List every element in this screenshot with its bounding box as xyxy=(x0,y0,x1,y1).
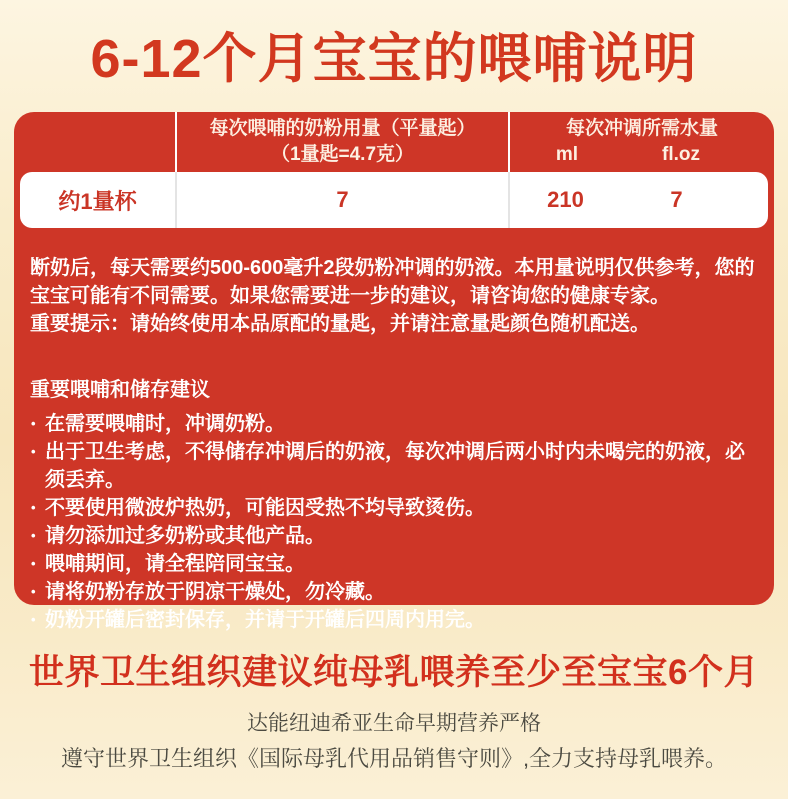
advice-list xyxy=(30,410,758,634)
header-powder-line1: 每次喂哺的奶粉用量（平量匙） xyxy=(209,118,476,139)
page-title: 6-12个月宝宝的喂哺说明 xyxy=(90,29,698,89)
advice-item: • 请将奶粉存放于阴凉干燥处，勿冷藏。 xyxy=(30,578,758,606)
advice-item: • 在需要喂哺时，冲调奶粉。 xyxy=(30,410,758,438)
advice-item: • 出于卫生考虑，不得储存冲调后的奶液，每次冲调后两小时内未喝完的奶液，必须丢弃。 xyxy=(30,438,758,494)
usage-paragraph: 断奶后，每天需要约500-600毫升2段奶粉冲调的奶液。本用量说明仅供参考，您的宝宝可能有不同需要。如果您需要进一步的建议，请咨询您的健康专家。 xyxy=(30,257,755,307)
table-header xyxy=(14,112,774,172)
cell-cup-amount: 约1量杯 xyxy=(58,188,137,214)
footer-compliance-line: 遵守世界卫生组织《国际母乳代用品销售守则》,全力支持母乳喂养。 xyxy=(60,746,728,771)
footer xyxy=(0,645,788,773)
table-row xyxy=(20,172,768,228)
header-powder-line2: （1量匙=4.7克） xyxy=(270,144,415,165)
advice-item: • 喂哺期间，请全程陪同宝宝。 xyxy=(30,550,758,578)
cell-water-amounts xyxy=(508,172,768,228)
header-cell-powder xyxy=(175,112,508,172)
who-recommendation-heading: 世界卫生组织建议纯母乳喂养至少至宝宝6个月 xyxy=(29,653,759,692)
cell-scoop-count: 7 xyxy=(175,172,508,228)
cell-water-ml: 210 xyxy=(547,187,584,212)
advice-item: • 请勿添加过多奶粉或其他产品。 xyxy=(30,522,758,550)
footer-brand-line: 达能纽迪希亚生命早期营养严格 xyxy=(247,712,541,735)
feeding-instructions-panel xyxy=(14,112,774,631)
important-tip: 重要提示：请始终使用本品原配的量匙，并请注意量匙颜色随机配送。 xyxy=(30,313,650,335)
header-cell-water xyxy=(508,112,774,172)
cell-water-floz: 7 xyxy=(670,187,683,212)
advice-item: • 不要使用微波炉热奶，可能因受热不均导致烫伤。 xyxy=(30,494,758,522)
unit-ml-label: ml xyxy=(555,144,579,165)
advice-title: 重要喂哺和储存建议 xyxy=(30,379,210,401)
header-cell-cup xyxy=(14,112,175,172)
advice-item: • 奶粉开罐后密封保存，并请于开罐后四周内用完。 xyxy=(30,606,758,634)
unit-floz-label: fl.oz xyxy=(662,144,700,165)
header-water-units xyxy=(510,142,774,168)
usage-notes xyxy=(14,228,774,634)
header-water-title: 每次冲调所需水量 xyxy=(565,118,718,139)
